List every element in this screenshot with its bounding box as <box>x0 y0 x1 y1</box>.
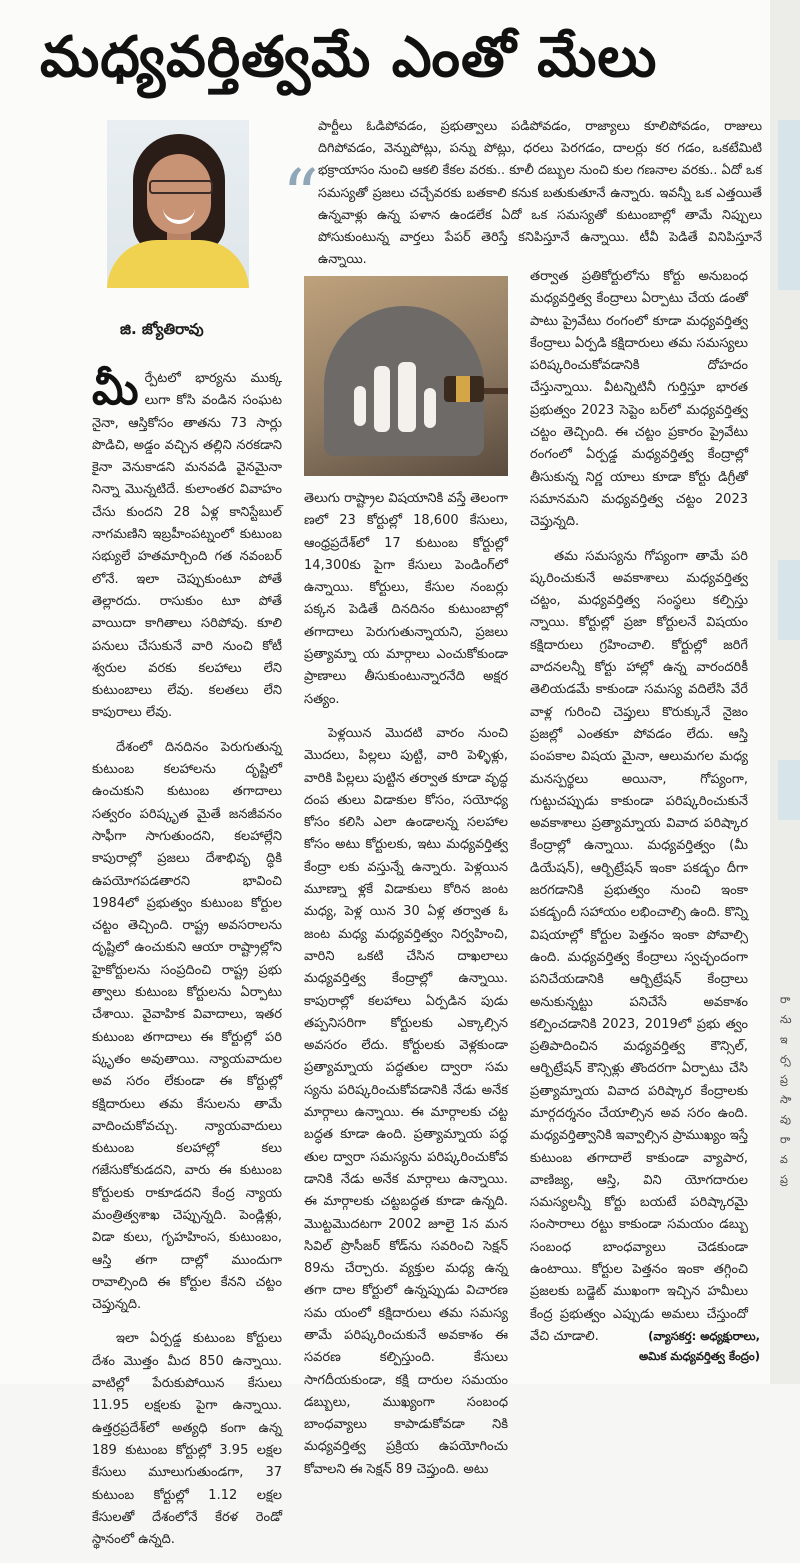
headline: మధ్యవర్తిత్వమే ఎంతో మేలు <box>40 25 658 90</box>
drop-cap: మీ <box>92 364 139 415</box>
family-court-illustration <box>304 276 508 476</box>
author-photo <box>107 120 249 288</box>
author-note: (వ్యాసకర్త: అధ్యక్షురాలు, అమిక మధ్యవర్తిత్వ కేంద్రం) <box>638 1329 760 1363</box>
author-byline: జి. జ్యోతిరావు <box>120 320 204 338</box>
edge-text: రా ను ఇ ర్స ప్ర సా వు రా వ ప్ర <box>780 993 792 1186</box>
quote-mark-icon: “ <box>282 154 319 238</box>
column-3: తర్వాత ప్రతికోర్టులోను కోర్టు అనుబంధ మధ్యవర్తిత్వ కేంద్రాలు ఏర్పాటు చేయ డంతో పాటు ప్రైవేటు రంగంలో కూడా మధ్యవర్తిత్వ కేంద్రాలు ఏర్పడి కక్షిదారులు తమ సమస్యలు పరిష్కరించుకోవడానికి దోహదం చేస్తున్నాయి. వీటన్నిటినీ గుర్తిస్తూ భారత ప్రభుత్వం 2023 సెప్టెం బర్‌లో మధ్యవర్తిత్వ చట్టం తెచ్చింది. ఈ చట్టం ప్రకారం ప్రైవేటు రంగంలో ఏర్పడ్డ మధ్యవర్తిత్వ కేంద్రాల్లో తీసుకున్న నిర్ణ యాలు కూడా కోర్టు డిగ్రీతో సమానమని మధ్యవర్తిత్వ చట్టం 2023 చెప్తున్నది. తమ సమస్యను గోప్యంగా తామే పరి ష్కరించుకునే అవకాశాలు మధ్యవర్తిత్వ చట్టం, మధ్యవర్తిత్వ సంస్థలు కల్పిస్తు న్నాయి. కోర్టుల్లో ప్రజా కోర్టులనే విషయం కక్షిదారులు గ్రహించాలి. కోర్టుల్లో జరిగే వాదనలన్నీ కోర్టు హాల్లో ఉన్న వారందరికీ తెలియడమే కాకుండా సమస్య వదిలేసి వేరే వాళ్ల గురించి చెప్తులు కొరుక్కునే నైజం ప్రజల్లో ఎంతకూ పోవడం లేదు. ఆస్తి పంపకాల విషయ మైనా, ఆలుమగల మధ్య మనస్పర్థలు అయినా, గోప్యంగా, గుట్టుచప్పుడు కాకుండా పరిష్కరించుకునే అవకాశాలు ప్రత్యామ్నాయ వివాద పరిష్కార కేంద్రాల్లో ఉన్నాయి. మధ్యవర్తిత్వం (మీ డియేషన్), ఆర్బిట్రేషన్ ఇంకా పకడ్బం దీగా జరగడానికి ప్రభుత్వం నుంచి ఇంకా పకడ్బందీ సహాయం లభించాల్సి ఉంది. కొన్ని విషయాల్లో కోర్టుల పెత్తనం ఇంకా పోవాల్సి ఉంది. మధ్యవర్తిత్వ కేంద్రాలు స్వచ్ఛందంగా పనిచేయడానికి ఆర్బిట్రేషన్ కేంద్రాలు అనుకున్నట్టు పనిచేసే అవకాశం కల్పించడానికి 2023, 2019లో ప్రభు త్వం ప్రతిపాదించిన మధ్యవర్తిత్వ కౌన్సిల్, ఆర్బిట్రేషన్ కౌన్సిళ్లు తొందరగా ఏర్పాటు చేసి ప్రత్యామ్నాయ వివాద పరిష్కార కేంద్రాలకు మార్గదర్శనం చేయాల్సిన అవ సరం ఉంది. మధ్యవర్తిత్వానికి ఇవ్వాల్సిన ప్రాముఖ్యం ఇస్తే కుటుంబ తగాదాలే కాకుండా వ్యాపార, వాణిజ్య, ఆస్తి, విని యోగదారుల సమస్యలన్నీ కోర్టు బయటే పరిష్కారమై సంసారాలు రట్టు కాకుండా సమయం డబ్బు సంబంధ బాంధవ్యాలు చెడకుండా ఉంటాయి. కోర్టుల పెత్తనం ఇంకా తగ్గించి ప్రజలకు బడ్జెట్ ముఖంగా ఇచ్చిన హమీలు కేంద్ర ప్రభుత్వం ఎప్పుడు అమలు చేస్తుందో వేచి చూడాలి. <box>530 269 748 1344</box>
column-2: తెలుగు రాష్ట్రాల విషయానికి వస్తే తెలంగా ణలో 23 కోర్టుల్లో 18,600 కేసులు, ఆంధ్రప్రదేశ్‌లో 17 కుటుంబ కోర్టుల్లో 14,300కు పైగా కేసులు పెండింగ్‌లో ఉన్నాయి. కోర్టులు, కేసుల నంబర్లు పక్కన పెడితే దినదినం కుటుంబాల్లో తగాదాలు పెరుగుతున్నాయని, ప్రజలు ప్రత్యామ్నా య మార్గాలు ఎంచుకోకుండా ప్రాణాలు తీసుకుంటున్నారనేది అక్షర సత్యం. పెళ్లయిన మొదటి వారం నుంచి మొదలు, పిల్లలు పుట్టి, వారి పెళ్ళిళ్లు, వారికి పిల్లలు పుట్టిన తర్వాత కూడా వృద్ధ దంప తులు విడాకుల కోసం, సయోధ్య కోసం కలిసి ఎలా ఉండాలన్న సలహాల కోసం అటు కోర్టులకు, ఇటు మధ్యవర్తిత్వ కేంద్రా లకు వస్తున్నే ఉన్నారు. పెళ్లయిన మూణ్నా ళ్లకే విడాకులు కోరిన జంట మధ్య, పెళ్ల యిన 30 ఏళ్ల తర్వాత ఓ జంట మధ్య మధ్యవర్తిత్వం నిర్వహించి, వారిని ఒకటి చేసిన దాఖలాలు మధ్యవర్తిత్వ కేంద్రాల్లో ఉన్నాయి. కాపురాల్లో కలహాలు ఏర్పడిన పుడు తప్పనిసరిగా కోర్టులకు ఎక్కాల్సిన అవసరం లేదు. కోర్టులకు వెళ్లకుండా ప్రత్యామ్నాయ పద్ధతుల ద్వారా సమ స్యను పరిష్కరించుకోవడానికి నేడు అనేక మార్గాలు ఉన్నాయి. ఈ మార్గాలకు చట్ట బద్ధత కూడా ఉంది. ప్రత్యామ్నాయ పద్ధ తుల ద్వారా సమస్యను పరిష్కరించుకోవ డానికి నేడు అనేక మార్గాలు ఉన్నాయి. ఈ మార్గాలకు చట్టబద్ధత కూడా ఉన్నది. మొట్టమొదటగా 2002 జూలై 1న మన సివిల్ ప్రొసీజర్ కోడ్‌ను సవరించి సెక్షన్ 89ను చేర్చారు. వ్యక్తుల మధ్య ఉన్న తగా దాల కోర్టులో ఉన్నప్పుడు విచారణ సమ యంలో కక్షిదారులు తమ సమస్య తామే పరిష్కరించుకునే అవకాశం ఈ సవరణ కల్పిస్తుంది. కేసులు సాగదీయకుండా, కక్షి దారుల సమయం డబ్బులు, ముఖ్యంగా సంబంధ బాంధవ్యాలు కాపాడుకోవడా నికి మధ్యవర్తిత్వ ప్రక్రియ ఉపయోగించు కోవాలని ఈ సెక్షన్ 89 చెప్తుంది. అటు <box>304 491 508 1477</box>
intro-paragraph: పార్టీలు ఓడిపోవడం, ప్రభుత్వాలు పడిపోవడం, రాజ్యాలు కూలిపోవడం, రాజులు దిగిపోవడం, వెన్నుపోట్లు, పన్ను పోట్లు, ధరలు పెరగడం, దాలర్లు కర గడం, ఒకటేమిటి భక్రాయాసం నుంచి ఆకలి కేకల వరకు.. కూలీ దబ్బుల నుంచి కుల గణనాల వరకు.. ఏదో ఒక సమస్యతో ప్రజలు చచ్చేవరకు బతకాలి కనుక బతుకుతూనే ఉన్నారు. ఇవన్నీ ఒక ఎత్తయితే ఉన్నవాళ్లు ఉన్న పళాన ఉండలేక ఏదో ఒక సమస్యతో కుటుంబాల్లో తామే నిప్పులు పోసుకుంటున్న వార్తలు పేపర్ తెరిస్తే కనిపిస్తూనే ఉన్నాయి. టీవీ పెడితే వినిపిస్తూనే ఉన్నాయి. <box>318 119 762 268</box>
adjacent-page-edge <box>770 0 800 1384</box>
column-1: మీర్పేటలో భార్యను ముక్క లుగా కోసి వండిన సంఘట నైనా, ఆస్తికోసం తాతను 73 సార్లు పొడిచి, అడ్డం వచ్చిన తల్లిని నరకడాని కైనా వెనుకాడని మనవడి వైనమైనా నిన్నా మొన్నటిదే. కులాంతర వివాహం చేసు కుందని 28 ఏళ్ల కానిస్టేబుల్ నాగమణిని ఇబ్రహీంపట్నంలో కుటుంబ సభ్యులే హతమార్చింది గత నవంబర్ లోనే. ఇలా చెప్పుకుంటూ పోతే తెల్లారదు. రాసుకుం టూ పోతే వాయిదా కాగితాలు సరిపోవు. కూలి పనులు చేసుకునే వారి నుంచి కోటీ శ్వరుల వరకు కలహాలు లేని కుటుంబాలు లేవు. కలతలు లేని కాపురాలు లేవు. దేశంలో దినదినం పెరుగుతున్న కుటుంబ కలహాలను దృష్టిలో ఉంచుకుని కుటుంబ తగాదాలు సత్వరం పరిష్కృత మైతే జనజీవనం సాఫీగా సాగుతుందని, కలహాల్లేని కాపురాల్లో ప్రజలు దేశాభివృ ద్ధికి ఉపయోగపడతారని భావించి 1984లో ప్రభుత్వం కుటుంబ కోర్టుల చట్టం తెచ్చింది. రాష్ట్ర అవసరాలను దృష్టిలో ఉంచుకుని ఆయా రాష్ట్రాల్లోని హైకోర్టులను సంప్రదించి రాష్ట్ర ప్రభు త్వాలు కుటుంబ కోర్టులను ఏర్పాటు చేశాయి. వైవాహిక వివాదాలు, ఇతర కుటుంబ తగాదాలు ఈ కోర్టుల్లో పరి ష్కృతం అవుతాయి. న్యాయవాదుల అవ సరం లేకుండా ఈ కోర్టుల్లో కక్షిదారులు తమ కేసులను తామే వాదించుకోవచ్చు. న్యాయవాదులు కుటుంబ కలహాల్లో కలు గజేసుకోకుడదని, వారు ఈ కుటుంబ కోర్టులకు రాకూడదని కేంద్ర న్యాయ మంత్రిత్వశాఖ చెప్పున్నది. పెండ్లిళ్లు, విడా కులు, గృహహింస, కుటుంబం, ఆస్తి తగా దాల్లో ముందుగా రావాల్సింది ఈ కోర్టుల కేనని చట్టం చెప్తున్నది. ఇలా ఏర్పడ్డ కుటుంబ కోర్టులు దేశం మొత్తం మీద 850 ఉన్నాయి. వాటిల్లో పేరుకుపోయిన కేసులు 11.95 లక్షలకు పైగా ఉన్నాయి. ఉత్తర్రప్రదేశ్‌లో అత్యధి కంగా ఉన్న 189 కుటుంబ కోర్టుల్లో 3.95 లక్షల కేసులు మూలుగుతుండగా, 37 కుటుంబ కోర్టుల్లో 1.12 లక్షల కేసులతో దేశంలోనే కేరళ రెండో స్థానంలో ఉన్నది. <box>92 364 282 1548</box>
